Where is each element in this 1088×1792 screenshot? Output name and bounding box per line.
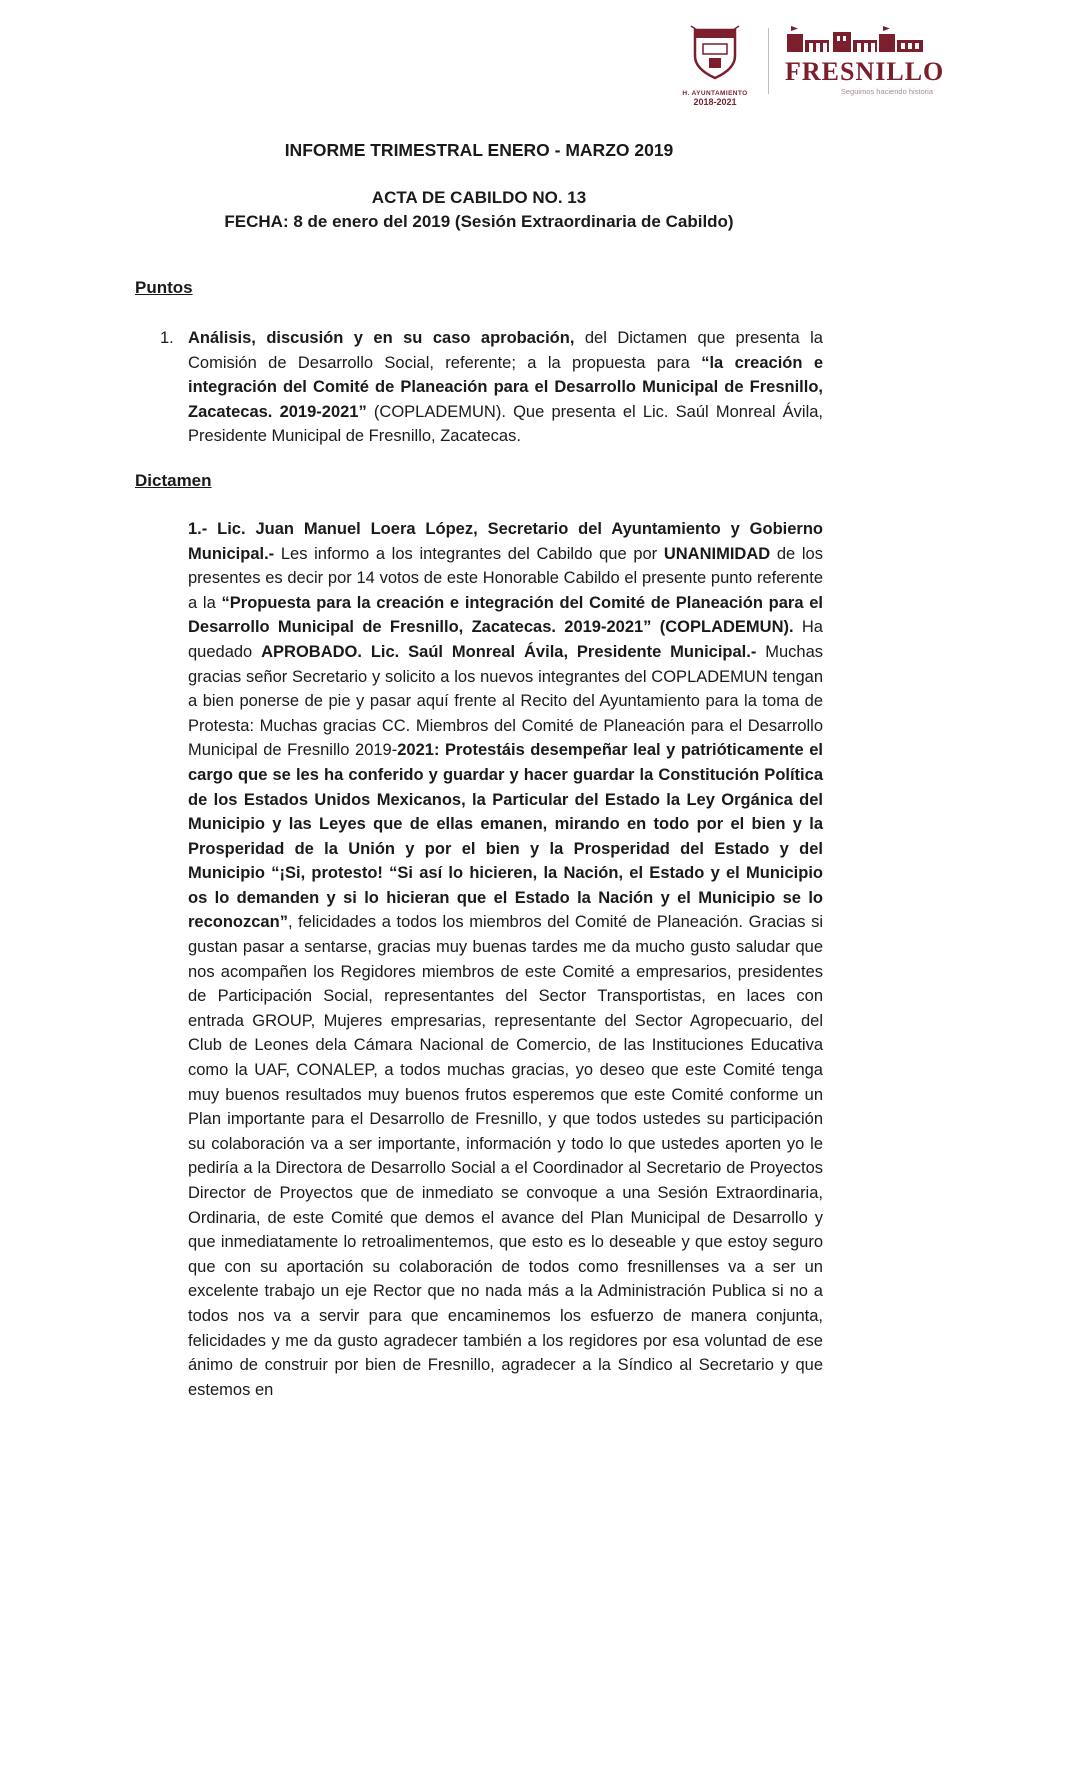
subtitle-acta: ACTA DE CABILDO NO. 13 — [371, 188, 587, 207]
document-body — [135, 0, 823, 1402]
subtitle-fecha: FECHA: 8 de enero del 2019 (Sesión Extraordinaria de Cabildo) — [224, 212, 734, 231]
puntos-item-1 — [135, 326, 823, 449]
section-heading-dictamen: Dictamen — [135, 470, 212, 490]
list-item-text: Análisis, discusión y en su caso aprobación, del Dictamen que presenta la Comisión de Desarrollo Social, referente; a la propuesta para “la creación e integración del Comité de Planeación para el Desarrollo Municipal de Fresnillo, Zacatecas. 2019-2021” (COPLADEMUN). Que presenta el Lic. Saúl Monreal Ávila, Presidente Municipal de Fresnillo, Zacatecas. — [188, 329, 823, 446]
crest-caption-line1: H. AYUNTAMIENTO — [682, 90, 748, 97]
brand-tagline: Seguimos haciendo historia — [840, 87, 933, 96]
subtitle-block — [135, 186, 823, 234]
brand-wordmark: FRESNILLO — [785, 57, 945, 86]
ayuntamiento-crest — [678, 24, 752, 107]
fresnillo-logo — [785, 24, 945, 96]
ayuntamiento-crest-icon — [689, 69, 741, 86]
list-item-number: 1. — [160, 329, 174, 347]
page-title: INFORME TRIMESTRAL ENERO - MARZO 2019 — [284, 140, 674, 160]
section-heading-puntos: Puntos — [135, 278, 193, 297]
fresnillo-buildings-icon — [785, 41, 925, 58]
document-header — [678, 24, 945, 107]
logo-divider — [768, 28, 769, 94]
dictamen-paragraph: 1.- Lic. Juan Manuel Loera López, Secretario del Ayuntamiento y Gobierno Municipal.- Les informo a los integrantes del Cabildo que por UNANIMIDAD de los presentes es decir por 14 votos de este Honorable Cabildo el presente punto referente a la “Propuesta para la creación e integración del Comité de Planeación para el Desarrollo Municipal de Fresnillo, Zacatecas. 2019-2021” (COPLADEMUN). Ha quedado APROBADO. Lic. Saúl Monreal Ávila, Presidente Municipal.- Muchas gracias señor Secretario y solicito a los nuevos integrantes del COPLADEMUN tengan a bien ponerse de pie y pasar aquí frente al Recito del Ayuntamiento para la toma de Protesta: Muchas gracias CC. Miembros del Comité de Planeación para el Desarrollo Municipal de Fresnillo 2019-2021: Protestáis desempeñar leal y patrióticamente el cargo que se les ha conferido y guardar y hacer guardar la Constitución Política de los Estados Unidos Mexicanos, la Particular del Estado la Ley Orgánica del Municipio y las Leyes que de ellas emanen, mirando en todo por el bien y la Prosperidad de la Unión y por el bien y la Prosperidad del Estado y del Municipio “¡Si, protesto! “Si así lo hicieren, la Nación, el Estado y el Municipio os lo demanden y si lo hicieran que el Estado la Nación y el Municipio se lo reconozcan”, felicidades a todos los miembros del Comité de Planeación. Gracias si gustan pasar a sentarse, gracias muy buenas tardes me da mucho gusto saludar que nos acompañen los Regidores miembros de este Comité a empresarios, presidentes de Participación Social, representantes del Sector Transportistas, en laces con entrada GROUP, Mujeres empresarias, representante del Sector Agropecuario, del Club de Leones dela Cámara Nacional de Comercio, de las Instituciones Educativa como la UAF, CONALEP, a todos muchas gracias, yo deseo que este Comité tenga muy buenos resultados muy buenos frutos esperemos que este Comité conforme un Plan importante para el Desarrollo de Fresnillo, y que todos ustedes su participación su colaboración va a ser importante, información y todo lo que ustedes aporten yo le pediría a la Directora de Desarrollo Social a el Coordinador al Secretario de Proyectos Director de Proyectos que de inmediato se convoque a una Sesión Extraordinaria, Ordinaria, de este Comité que demos el avance del Plan Municipal de Desarrollo y que inmediatamente lo retroalimentemos, que esto es lo deseable y que estoy seguro que con su aportación su colaboración de todos como fresnillenses va a ser un excelente trabajo un eje Rector que no nada más a la Administración Publica si no a todos nos va a servir para que encaminemos los esfuerzo de manera conjunta, felicidades y me da gusto agradecer también a los regidores por esa voluntad de ese ánimo de construir por bien de Fresnillo, agradecer a la Síndico al Secretario y que estemos en — [188, 519, 823, 1399]
crest-caption-line2: 2018-2021 — [693, 97, 737, 107]
